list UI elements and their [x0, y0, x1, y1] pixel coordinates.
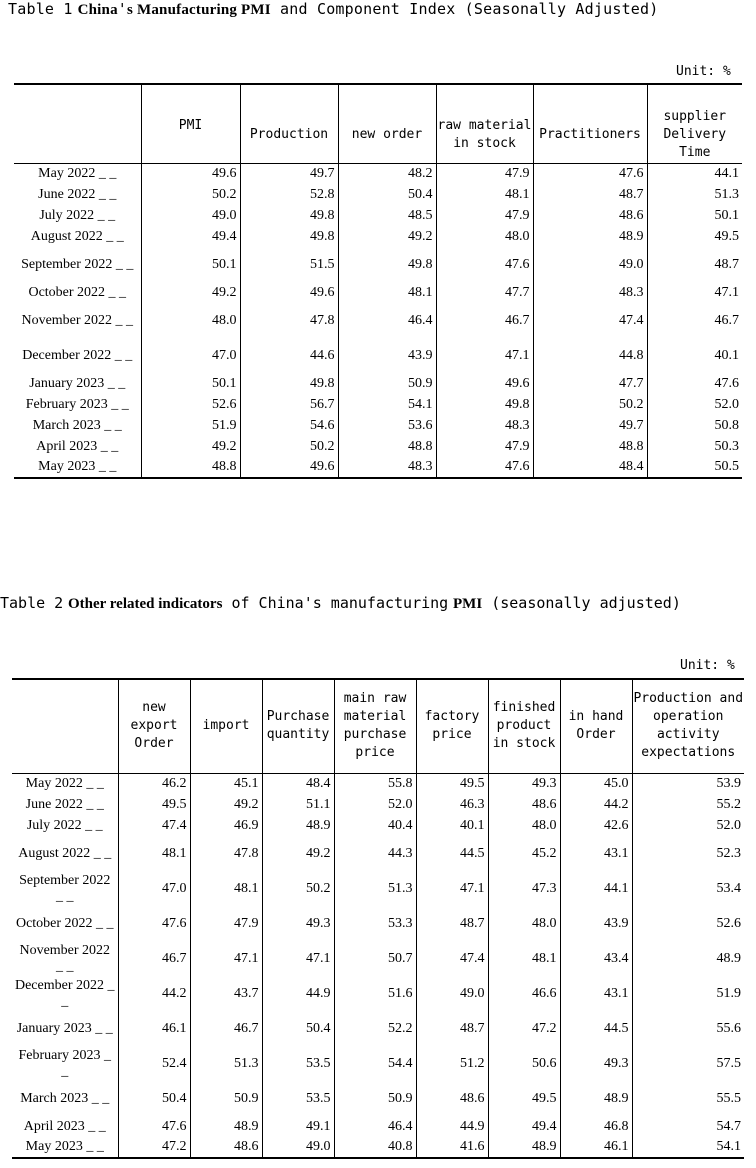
value-cell: 40.4 [334, 815, 416, 836]
value-cell: 51.9 [632, 976, 744, 1011]
value-cell: 55.6 [632, 1011, 744, 1046]
value-cell: 50.3 [647, 436, 742, 457]
value-cell: 48.8 [533, 436, 647, 457]
value-cell: 57.5 [632, 1046, 744, 1081]
value-cell: 48.6 [533, 205, 647, 226]
value-cell: 47.6 [533, 163, 647, 184]
table2 [12, 678, 744, 1159]
value-cell: 44.1 [560, 871, 632, 906]
table-row [12, 1011, 744, 1046]
value-cell: 46.4 [334, 1116, 416, 1137]
month-cell [12, 836, 118, 871]
value-cell: 43.7 [190, 976, 262, 1011]
value-cell: 52.4 [118, 1046, 190, 1081]
value-cell: 49.4 [141, 226, 240, 247]
value-cell: 44.6 [240, 338, 338, 373]
value-cell: 46.8 [560, 1116, 632, 1137]
value-cell: 50.4 [118, 1081, 190, 1116]
value-cell: 44.9 [262, 976, 334, 1011]
value-cell: 55.2 [632, 794, 744, 815]
value-cell: 46.6 [488, 976, 560, 1011]
table2-header-cell: main raw material purchase price [334, 679, 416, 773]
table1-header-cell: Production [240, 84, 338, 163]
value-cell: 49.8 [338, 247, 436, 282]
value-cell: 48.0 [436, 226, 533, 247]
value-cell: 47.0 [118, 871, 190, 906]
value-cell: 54.1 [632, 1137, 744, 1158]
value-cell: 48.9 [488, 1137, 560, 1158]
value-cell: 49.2 [262, 836, 334, 871]
table-row [12, 1081, 744, 1116]
value-cell: 50.1 [141, 373, 240, 394]
value-cell: 48.4 [262, 773, 334, 794]
table-row [12, 815, 744, 836]
table-row [12, 1046, 744, 1081]
value-cell: 47.8 [190, 836, 262, 871]
value-cell: 44.8 [533, 338, 647, 373]
month-cell [12, 1081, 118, 1116]
month-cell [12, 976, 118, 1011]
value-cell: 46.2 [118, 773, 190, 794]
value-cell: 46.1 [560, 1137, 632, 1158]
value-cell: 52.2 [334, 1011, 416, 1046]
value-cell: 48.0 [488, 906, 560, 941]
value-cell: 53.9 [632, 773, 744, 794]
value-cell: 47.4 [118, 815, 190, 836]
month-cell [14, 205, 141, 226]
value-cell: 51.3 [647, 184, 742, 205]
month-label: April 2023 _ _ [23, 1118, 106, 1134]
table2-header-cell: import [190, 679, 262, 773]
table-row [14, 436, 742, 457]
value-cell: 49.5 [118, 794, 190, 815]
value-cell: 50.2 [533, 394, 647, 415]
value-cell: 52.0 [334, 794, 416, 815]
value-cell: 44.5 [416, 836, 488, 871]
month-cell [14, 184, 141, 205]
value-cell: 46.4 [338, 303, 436, 338]
value-cell: 53.6 [338, 415, 436, 436]
value-cell: 50.7 [334, 941, 416, 976]
value-cell: 52.6 [141, 394, 240, 415]
value-cell: 49.0 [141, 205, 240, 226]
value-cell: 50.2 [240, 436, 338, 457]
table-row [14, 457, 742, 478]
month-cell [12, 815, 118, 836]
value-cell: 48.9 [632, 941, 744, 976]
table-row [12, 976, 744, 1011]
table2-title: Table 2 Other related indicators of China's manufacturing PMI (seasonally adjusted) [0, 594, 681, 612]
value-cell: 49.6 [141, 163, 240, 184]
value-cell: 47.1 [190, 941, 262, 976]
value-cell: 49.8 [436, 394, 533, 415]
value-cell: 47.3 [488, 871, 560, 906]
value-cell: 47.1 [436, 338, 533, 373]
month-label: November 2022 _ _ [21, 312, 134, 328]
value-cell: 48.7 [416, 1011, 488, 1046]
month-label: May 2022 _ _ [38, 165, 117, 181]
value-cell: 48.9 [560, 1081, 632, 1116]
value-cell: 50.1 [141, 247, 240, 282]
value-cell: 49.2 [141, 436, 240, 457]
value-cell: 49.0 [262, 1137, 334, 1158]
value-cell: 50.9 [190, 1081, 262, 1116]
value-cell: 48.7 [416, 906, 488, 941]
table-row [14, 415, 742, 436]
value-cell: 48.1 [190, 871, 262, 906]
value-cell: 47.6 [436, 247, 533, 282]
value-cell: 48.9 [190, 1116, 262, 1137]
month-label: May 2023 _ _ [38, 459, 117, 474]
value-cell: 44.3 [334, 836, 416, 871]
value-cell: 47.6 [118, 906, 190, 941]
value-cell: 49.3 [488, 773, 560, 794]
month-cell [14, 282, 141, 303]
month-label: November 2022 _ _ [19, 942, 111, 974]
value-cell: 44.2 [118, 976, 190, 1011]
value-cell: 45.1 [190, 773, 262, 794]
value-cell: 51.5 [240, 247, 338, 282]
value-cell: 51.9 [141, 415, 240, 436]
value-cell: 49.1 [262, 1116, 334, 1137]
value-cell: 49.0 [533, 247, 647, 282]
value-cell: 48.2 [338, 163, 436, 184]
table1-header-cell: raw material in stock [436, 84, 533, 163]
month-cell [14, 226, 141, 247]
month-cell [14, 303, 141, 338]
month-cell [12, 941, 118, 976]
table2-header-row [12, 679, 744, 773]
value-cell: 43.9 [560, 906, 632, 941]
value-cell: 47.7 [436, 282, 533, 303]
value-cell: 48.7 [533, 184, 647, 205]
value-cell: 49.7 [240, 163, 338, 184]
month-label: August 2022 _ _ [18, 845, 112, 861]
month-label: January 2023 _ _ [29, 375, 126, 391]
value-cell: 53.5 [262, 1046, 334, 1081]
table2-corner-cell [12, 679, 118, 773]
table2-header-cell: in hand Order [560, 679, 632, 773]
value-cell: 51.3 [190, 1046, 262, 1081]
value-cell: 49.8 [240, 226, 338, 247]
value-cell: 48.1 [436, 184, 533, 205]
table-row [14, 303, 742, 338]
value-cell: 48.1 [118, 836, 190, 871]
value-cell: 55.5 [632, 1081, 744, 1116]
value-cell: 47.8 [240, 303, 338, 338]
month-label: July 2022 _ _ [26, 817, 103, 833]
table-row [12, 1137, 744, 1158]
value-cell: 48.6 [190, 1137, 262, 1158]
month-label: January 2023 _ _ [16, 1020, 113, 1036]
value-cell: 53.5 [262, 1081, 334, 1116]
table2-header-cell: Purchase quantity [262, 679, 334, 773]
value-cell: 49.2 [141, 282, 240, 303]
value-cell: 47.4 [533, 303, 647, 338]
month-label: October 2022 _ _ [15, 915, 114, 931]
value-cell: 49.6 [240, 457, 338, 478]
value-cell: 48.0 [141, 303, 240, 338]
table2-header-cell: Production and operation activity expectations [632, 679, 744, 773]
value-cell: 47.6 [118, 1116, 190, 1137]
value-cell: 47.4 [416, 941, 488, 976]
month-cell [14, 247, 141, 282]
table-row [14, 373, 742, 394]
value-cell: 55.8 [334, 773, 416, 794]
month-cell [14, 415, 141, 436]
value-cell: 50.9 [334, 1081, 416, 1116]
table-row [14, 394, 742, 415]
table2-header-cell: finished product in stock [488, 679, 560, 773]
value-cell: 53.3 [334, 906, 416, 941]
value-cell: 52.8 [240, 184, 338, 205]
value-cell: 47.6 [436, 457, 533, 478]
month-cell [14, 436, 141, 457]
value-cell: 54.6 [240, 415, 338, 436]
month-label: June 2022 _ _ [38, 186, 117, 202]
value-cell: 49.4 [488, 1116, 560, 1137]
value-cell: 48.3 [436, 415, 533, 436]
table2-header-cell: new export Order [118, 679, 190, 773]
value-cell: 47.1 [647, 282, 742, 303]
value-cell: 49.8 [240, 205, 338, 226]
table2-unit: Unit: % [680, 658, 735, 673]
value-cell: 48.5 [338, 205, 436, 226]
value-cell: 46.3 [416, 794, 488, 815]
table1-corner-cell [14, 84, 141, 163]
value-cell: 48.8 [338, 436, 436, 457]
month-cell [12, 1137, 118, 1158]
value-cell: 44.2 [560, 794, 632, 815]
table-row [14, 226, 742, 247]
value-cell: 49.5 [488, 1081, 560, 1116]
value-cell: 49.7 [533, 415, 647, 436]
value-cell: 48.8 [141, 457, 240, 478]
month-label: December 2022 _ _ [22, 347, 133, 363]
value-cell: 49.8 [240, 373, 338, 394]
value-cell: 47.9 [190, 906, 262, 941]
month-cell [12, 1046, 118, 1081]
value-cell: 48.9 [533, 226, 647, 247]
value-cell: 50.2 [262, 871, 334, 906]
value-cell: 47.1 [262, 941, 334, 976]
value-cell: 47.2 [488, 1011, 560, 1046]
value-cell: 48.4 [533, 457, 647, 478]
month-cell [12, 1011, 118, 1046]
table-row [12, 836, 744, 871]
value-cell: 51.1 [262, 794, 334, 815]
value-cell: 47.1 [416, 871, 488, 906]
table-row [14, 247, 742, 282]
month-label: July 2022 _ _ [39, 207, 116, 223]
value-cell: 45.0 [560, 773, 632, 794]
value-cell: 50.4 [338, 184, 436, 205]
month-label: May 2022 _ _ [25, 775, 104, 791]
month-cell [12, 773, 118, 794]
value-cell: 52.0 [632, 815, 744, 836]
value-cell: 46.7 [190, 1011, 262, 1046]
month-label: February 2023 _ _ [25, 396, 129, 412]
value-cell: 46.1 [118, 1011, 190, 1046]
table2-header-cell: factory price [416, 679, 488, 773]
value-cell: 49.6 [240, 282, 338, 303]
value-cell: 40.1 [416, 815, 488, 836]
value-cell: 49.0 [416, 976, 488, 1011]
value-cell: 49.5 [416, 773, 488, 794]
value-cell: 49.5 [647, 226, 742, 247]
value-cell: 56.7 [240, 394, 338, 415]
month-cell [12, 794, 118, 815]
value-cell: 47.7 [533, 373, 647, 394]
value-cell: 49.3 [262, 906, 334, 941]
value-cell: 48.0 [488, 815, 560, 836]
value-cell: 47.6 [647, 373, 742, 394]
value-cell: 52.6 [632, 906, 744, 941]
month-cell [12, 1116, 118, 1137]
month-cell [14, 457, 141, 478]
value-cell: 49.2 [338, 226, 436, 247]
value-cell: 48.6 [416, 1081, 488, 1116]
value-cell: 44.5 [560, 1011, 632, 1046]
value-cell: 51.2 [416, 1046, 488, 1081]
value-cell: 42.6 [560, 815, 632, 836]
table-row [12, 906, 744, 941]
table1-header-cell: new order [338, 84, 436, 163]
month-label: February 2023 _ _ [18, 1047, 112, 1079]
value-cell: 44.9 [416, 1116, 488, 1137]
month-cell [14, 373, 141, 394]
value-cell: 47.2 [118, 1137, 190, 1158]
month-label: May 2023 _ _ [25, 1139, 104, 1154]
value-cell: 40.8 [334, 1137, 416, 1158]
table1-header-cell: Practitioners [533, 84, 647, 163]
value-cell: 44.1 [647, 163, 742, 184]
value-cell: 54.7 [632, 1116, 744, 1137]
table-row [12, 1116, 744, 1137]
month-label: August 2022 _ _ [30, 228, 124, 244]
table-row [14, 184, 742, 205]
value-cell: 47.9 [436, 205, 533, 226]
month-cell [14, 163, 141, 184]
month-label: October 2022 _ _ [28, 284, 127, 300]
value-cell: 43.1 [560, 836, 632, 871]
table-row [14, 205, 742, 226]
month-cell [14, 394, 141, 415]
value-cell: 49.2 [190, 794, 262, 815]
value-cell: 51.3 [334, 871, 416, 906]
value-cell: 45.2 [488, 836, 560, 871]
value-cell: 54.4 [334, 1046, 416, 1081]
value-cell: 46.7 [118, 941, 190, 976]
table-row [12, 941, 744, 976]
table1 [14, 83, 742, 479]
month-label: April 2023 _ _ [36, 438, 119, 454]
value-cell: 51.6 [334, 976, 416, 1011]
value-cell: 52.0 [647, 394, 742, 415]
value-cell: 50.5 [647, 457, 742, 478]
month-label: September 2022 _ _ [21, 256, 134, 272]
table1-header-cell: PMI [141, 84, 240, 163]
month-label: December 2022 _ _ [14, 977, 115, 1009]
table-row [12, 794, 744, 815]
value-cell: 50.8 [647, 415, 742, 436]
value-cell: 47.9 [436, 436, 533, 457]
value-cell: 47.0 [141, 338, 240, 373]
table-row [14, 338, 742, 373]
value-cell: 46.9 [190, 815, 262, 836]
month-label: September 2022 _ _ [19, 872, 111, 904]
month-cell [14, 338, 141, 373]
value-cell: 41.6 [416, 1137, 488, 1158]
value-cell: 48.7 [647, 247, 742, 282]
value-cell: 48.6 [488, 794, 560, 815]
month-label: March 2023 _ _ [32, 417, 122, 433]
value-cell: 50.1 [647, 205, 742, 226]
value-cell: 46.7 [647, 303, 742, 338]
month-cell [12, 871, 118, 906]
table-row [14, 282, 742, 303]
value-cell: 54.1 [338, 394, 436, 415]
table-row [14, 163, 742, 184]
value-cell: 46.7 [436, 303, 533, 338]
value-cell: 50.6 [488, 1046, 560, 1081]
table1-title: Table 1 China's Manufacturing PMI and Component Index (Seasonally Adjusted) [8, 0, 659, 18]
table-row [12, 871, 744, 906]
table1-header-row [14, 84, 742, 163]
value-cell: 53.4 [632, 871, 744, 906]
value-cell: 52.3 [632, 836, 744, 871]
month-label: June 2022 _ _ [25, 796, 104, 812]
table1-header-cell: supplier Delivery Time [647, 84, 742, 163]
value-cell: 48.1 [488, 941, 560, 976]
value-cell: 43.1 [560, 976, 632, 1011]
value-cell: 43.9 [338, 338, 436, 373]
value-cell: 48.3 [533, 282, 647, 303]
table1-unit: Unit: % [676, 64, 731, 79]
month-cell [12, 906, 118, 941]
value-cell: 40.1 [647, 338, 742, 373]
value-cell: 50.2 [141, 184, 240, 205]
value-cell: 47.9 [436, 163, 533, 184]
value-cell: 48.9 [262, 815, 334, 836]
value-cell: 43.4 [560, 941, 632, 976]
month-label: March 2023 _ _ [20, 1090, 110, 1106]
value-cell: 50.4 [262, 1011, 334, 1046]
value-cell: 50.9 [338, 373, 436, 394]
table-row [12, 773, 744, 794]
value-cell: 48.1 [338, 282, 436, 303]
value-cell: 49.3 [560, 1046, 632, 1081]
value-cell: 48.3 [338, 457, 436, 478]
value-cell: 49.6 [436, 373, 533, 394]
